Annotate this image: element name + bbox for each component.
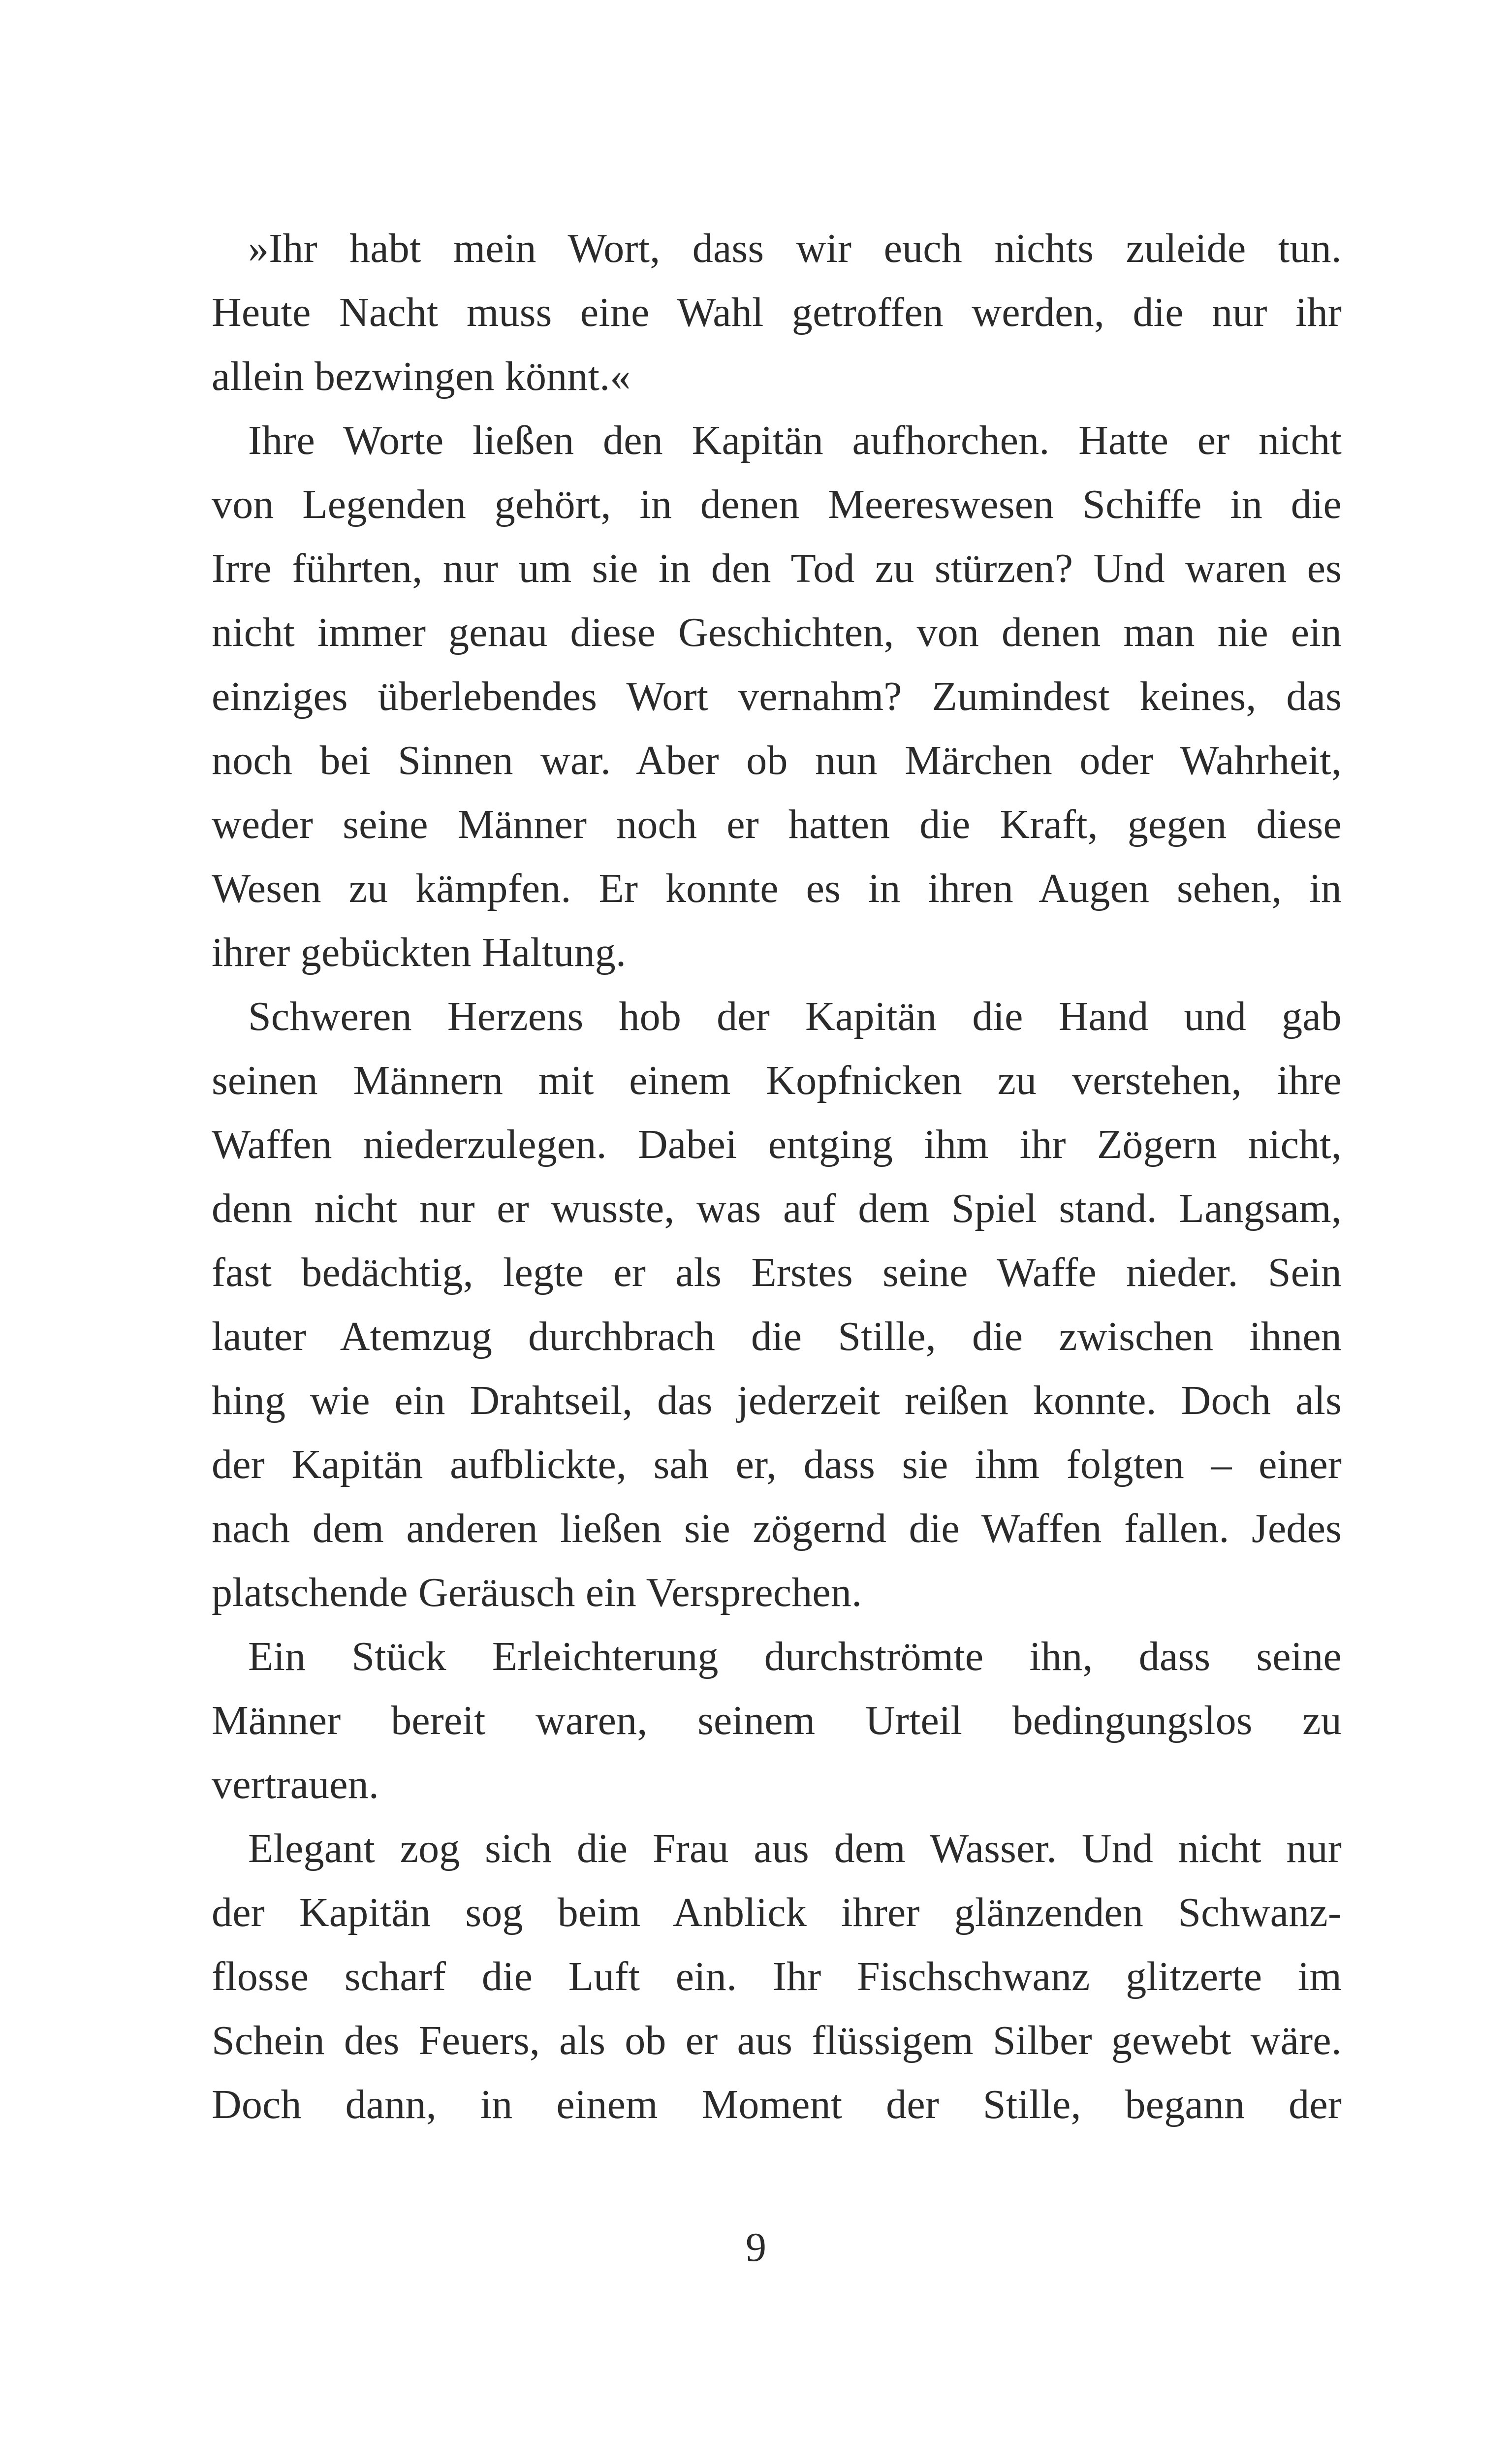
- page-number: 9: [746, 2224, 766, 2270]
- text-line: platschende Geräusch ein Versprechen.: [212, 1570, 862, 1615]
- text-line: Doch dann, in einem Moment der Stille, begann der: [212, 2082, 1342, 2127]
- text-line: seinen Männern mit einem Kopfnicken zu verstehen, ihre: [212, 1058, 1342, 1103]
- text-line: ihrer gebückten Haltung.: [212, 930, 627, 975]
- text-line: Schweren Herzens hob der Kapitän die Hand und gab: [248, 994, 1342, 1039]
- text-line: hing wie ein Drahtseil, das jederzeit reißen konnte. Doch als: [212, 1378, 1342, 1423]
- text-line: nicht immer genau diese Geschichten, von denen man nie ein: [212, 610, 1342, 655]
- body-text: [212, 217, 1342, 2137]
- text-line: von Legenden gehört, in denen Meereswesen Schiffe in die: [212, 482, 1342, 527]
- text-line: Heute Nacht muss eine Wahl getroffen werden, die nur ihr: [212, 289, 1342, 335]
- text-line: nach dem anderen ließen sie zögernd die Waffen fallen. Jedes: [212, 1506, 1342, 1551]
- text-line: fast bedächtig, legte er als Erstes seine Waffe nieder. Sein: [212, 1250, 1342, 1295]
- text-line: Irre führten, nur um sie in den Tod zu stürzen? Und waren es: [212, 546, 1342, 591]
- text-line: flosse scharf die Luft ein. Ihr Fischschwanz glitzerte im: [212, 1954, 1342, 1999]
- text-line: vertrauen.: [212, 1762, 379, 1807]
- text-line: allein bezwingen könnt.«: [212, 354, 631, 399]
- text-line: Ihre Worte ließen den Kapitän aufhorchen. Hatte er nicht: [248, 418, 1342, 463]
- text-line: Waffen niederzulegen. Dabei entging ihm ihr Zögern nicht,: [212, 1122, 1342, 1167]
- text-line: weder seine Männer noch er hatten die Kraft, gegen diese: [212, 802, 1342, 847]
- text-line: Wesen zu kämpfen. Er konnte es in ihren Augen sehen, in: [212, 866, 1342, 911]
- text-line: »Ihr habt mein Wort, dass wir euch nichts zuleide tun.: [248, 225, 1342, 271]
- text-line: Elegant zog sich die Frau aus dem Wasser. Und nicht nur: [248, 1826, 1342, 1871]
- text-line: Schein des Feuers, als ob er aus flüssigem Silber gewebt wäre.: [212, 2018, 1342, 2063]
- text-line: der Kapitän aufblickte, sah er, dass sie ihm folgten – einer: [212, 1442, 1342, 1487]
- text-line: lauter Atemzug durchbrach die Stille, die zwischen ihnen: [212, 1314, 1342, 1359]
- text-line: Ein Stück Erleichterung durchströmte ihn, dass seine: [248, 1634, 1342, 1679]
- text-line: der Kapitän sog beim Anblick ihrer glänzenden Schwanz-: [212, 1890, 1342, 1935]
- text-line: noch bei Sinnen war. Aber ob nun Märchen oder Wahrheit,: [212, 738, 1342, 783]
- text-line: Männer bereit waren, seinem Urteil bedingungslos zu: [212, 1698, 1342, 1743]
- text-line: denn nicht nur er wusste, was auf dem Spiel stand. Langsam,: [212, 1186, 1342, 1231]
- text-line: einziges überlebendes Wort vernahm? Zumindest keines, das: [212, 674, 1342, 719]
